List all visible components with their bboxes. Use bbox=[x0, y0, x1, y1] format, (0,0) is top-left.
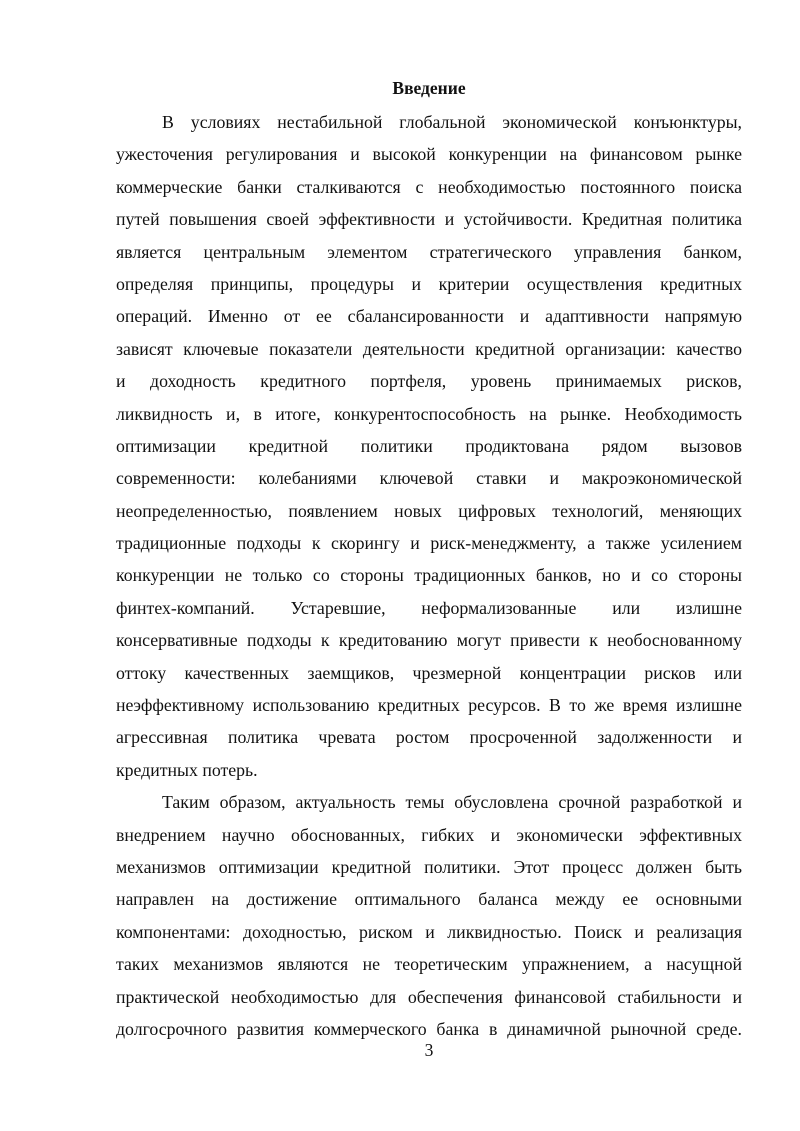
paragraph-1-line: неэффективному использованию кредитных ресурсов. В то же время излишне bbox=[116, 695, 742, 716]
paragraph-1-line: В условиях нестабильной глобальной экономической конъюнктуры, bbox=[162, 112, 742, 132]
paragraph-2-line: направлен на достижение оптимального баланса между ее основными bbox=[116, 889, 742, 910]
paragraph-1-line: определяя принципы, процедуры и критерии осуществления кредитных bbox=[116, 273, 742, 294]
paragraph-1-line: операций. Именно от ее сбалансированности и адаптивности напрямую bbox=[116, 306, 742, 327]
paragraph-1-line: агрессивная политика чревата ростом просроченной задолженности и bbox=[116, 727, 742, 748]
paragraph-1-line: оттоку качественных заемщиков, чрезмерной концентрации рисков или bbox=[116, 662, 742, 683]
paragraph-2-line: механизмов оптимизации кредитной политики. Этот процесс должен быть bbox=[116, 856, 742, 877]
paragraph-2-line: внедрением научно обоснованных, гибких и экономически эффективных bbox=[116, 824, 742, 845]
paragraph-2-line: долгосрочного развития коммерческого банка в динамичной рыночной среде. bbox=[116, 1018, 742, 1039]
paragraph-1-line: оптимизации кредитной политики продиктована рядом вызовов bbox=[116, 435, 742, 456]
paragraph-1-line: коммерческие банки сталкиваются с необходимостью постоянного поиска bbox=[116, 176, 742, 197]
section-title: Введение bbox=[392, 78, 466, 98]
paragraph-2-line: практической необходимостью для обеспечения финансовой стабильности и bbox=[116, 986, 742, 1007]
paragraph-2-line: Таким образом, актуальность темы обусловлена срочной разработкой и bbox=[162, 792, 742, 813]
paragraph-1-line: кредитных потерь. bbox=[116, 759, 258, 780]
paragraph-1-line: неопределенностью, появлением новых цифровых технологий, меняющих bbox=[116, 500, 742, 521]
paragraph-1-line: зависят ключевые показатели деятельности кредитной организации: качество bbox=[116, 338, 742, 359]
page-number: 3 bbox=[424, 1040, 434, 1060]
paragraph-1-line: ужесточения регулирования и высокой конкуренции на финансовом рынке bbox=[116, 144, 742, 165]
paragraph-1-line: ликвидность и, в итоге, конкурентоспособность на рынке. Необходимость bbox=[116, 403, 742, 424]
paragraph-1-line: и доходность кредитного портфеля, уровень принимаемых рисков, bbox=[116, 371, 742, 392]
paragraph-1-line: конкуренции не только со стороны традиционных банков, но и со стороны bbox=[116, 565, 742, 586]
paragraph-1-line: является центральным элементом стратегического управления банком, bbox=[116, 241, 742, 262]
paragraph-1-line: путей повышения своей эффективности и устойчивости. Кредитная политика bbox=[116, 209, 742, 230]
paragraph-1-line: современности: колебаниями ключевой ставки и макроэкономической bbox=[116, 468, 742, 489]
paragraph-1-line: традиционные подходы к скорингу и риск-менеджменту, а также усилением bbox=[116, 533, 742, 554]
paragraph-2-line: компонентами: доходностью, риском и ликвидностью. Поиск и реализация bbox=[116, 921, 742, 942]
paragraph-2-line: таких механизмов являются не теоретическим упражнением, а насущной bbox=[116, 954, 742, 975]
paragraph-1-line: консервативные подходы к кредитованию могут привести к необоснованному bbox=[116, 630, 742, 651]
body-text bbox=[116, 106, 742, 1045]
paragraph-1-line: финтех-компаний. Устаревшие, неформализованные или излишне bbox=[116, 597, 742, 618]
